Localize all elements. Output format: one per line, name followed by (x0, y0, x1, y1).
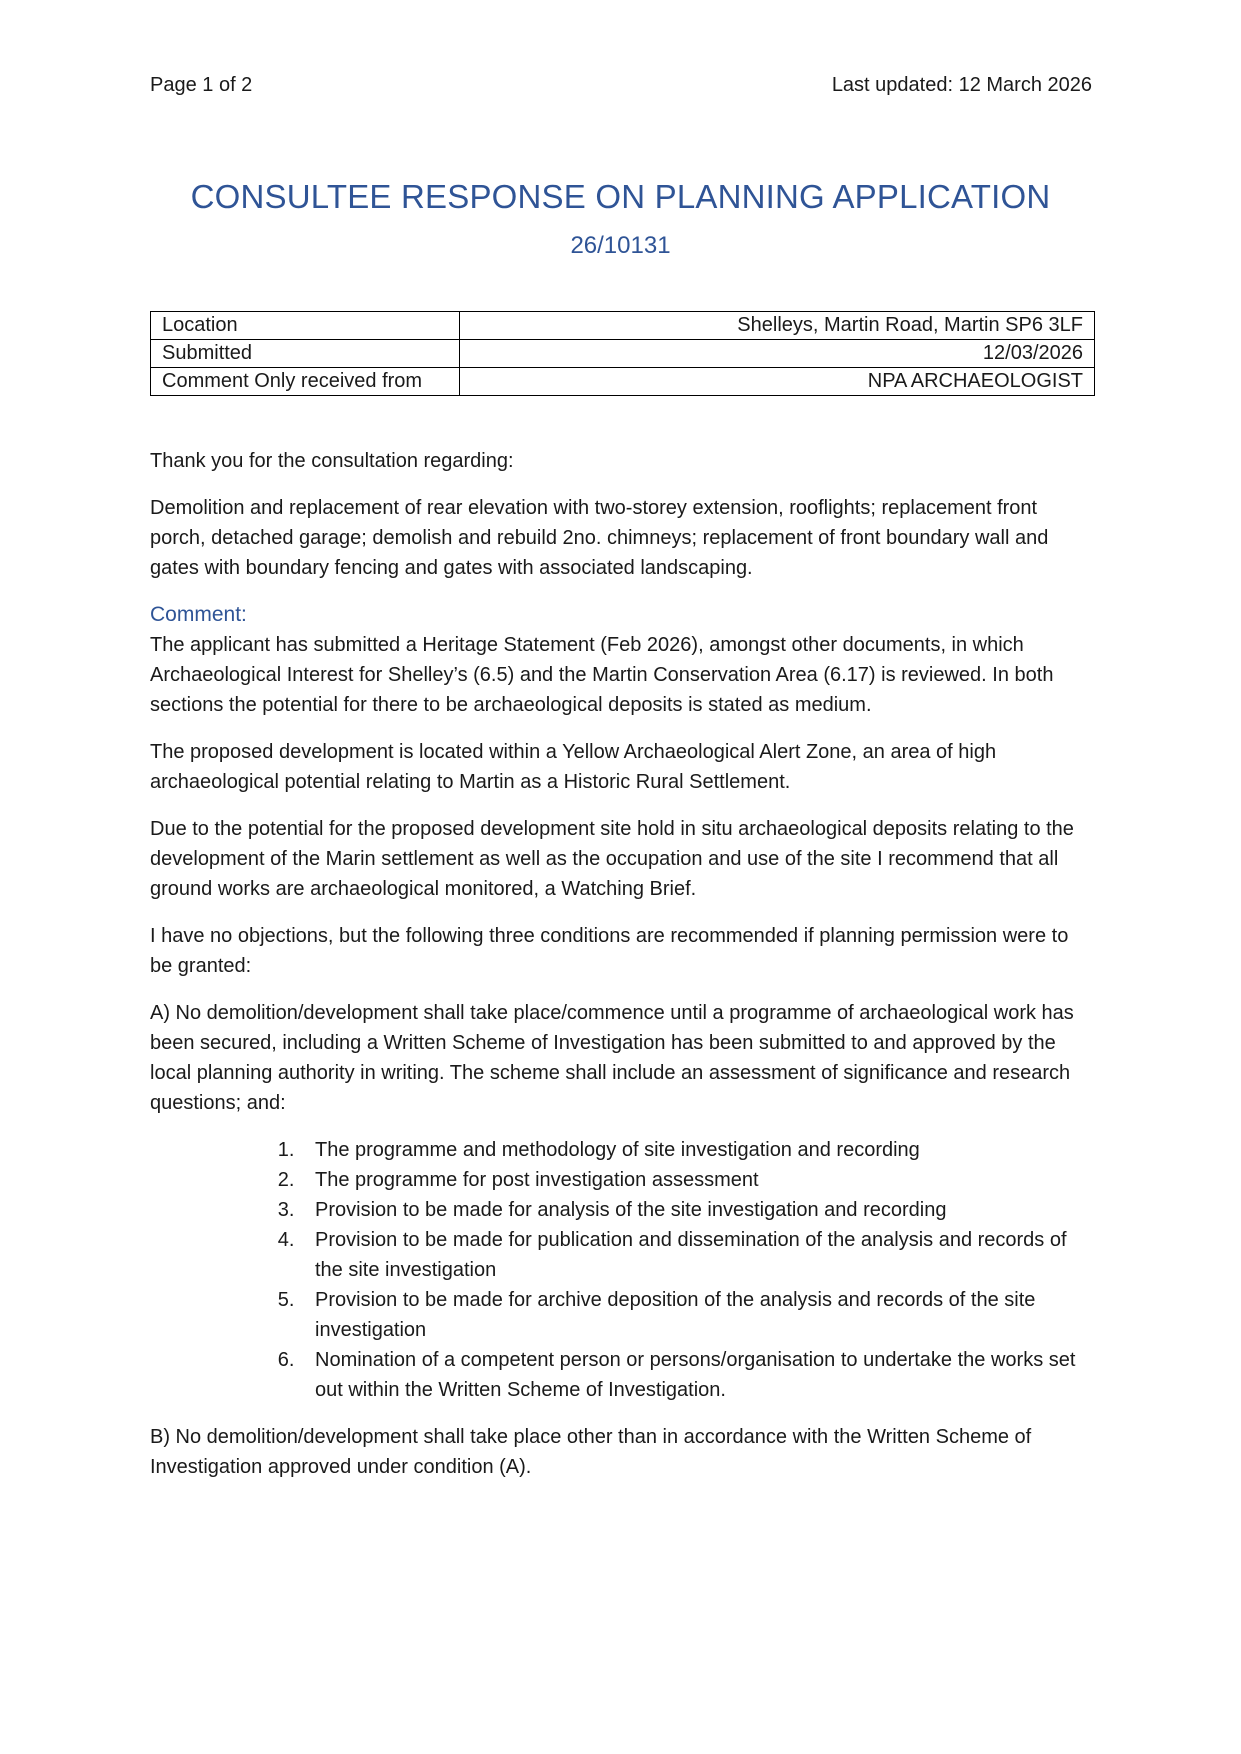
list-item: 5. Provision to be made for archive deposition of the analysis and records of the site investigation (300, 1285, 1095, 1345)
list-item: 3. Provision to be made for analysis of the site investigation and recording (300, 1195, 1095, 1225)
submitted-value: 12/03/2026 (460, 340, 1095, 368)
comment-heading: Comment: (150, 603, 247, 626)
proposal-paragraph: Demolition and replacement of rear elevation with two-storey extension, rooflights; replacement front porch, detached garage; demolish and rebuild 2no. chimneys; replacement of front boundary wall and gates with boundary fencing and gates with associated landscaping. (150, 497, 1049, 579)
heritage-paragraph: The applicant has submitted a Heritage Statement (Feb 2026), amongst other documents, in which Archaeological Interest for Shelley’s (6.5) and the Martin Conservation Area (6.17) is reviewed. In both sections the potential for there to be archaeological deposits is stated as medium. (150, 634, 1054, 716)
intro-paragraph: Thank you for the consultation regarding: (150, 450, 514, 472)
page-header (150, 74, 1092, 97)
list-item: 6. Nomination of a competent person or persons/organisation to undertake the works set out within the Written Scheme of Investigation. (300, 1345, 1095, 1405)
application-info-table (150, 311, 1095, 396)
alert-zone-paragraph: The proposed development is located within a Yellow Archaeological Alert Zone, an area of high archaeological potential relating to Martin as a Historic Rural Settlement. (150, 741, 997, 793)
conditions-intro-paragraph: I have no objections, but the following three conditions are recommended if planning permission were to be granted: (150, 925, 1069, 977)
application-number: 26/10131 (570, 232, 671, 259)
location-value: Shelleys, Martin Road, Martin SP6 3LF (460, 312, 1095, 340)
table-row (151, 312, 1095, 340)
condition-b-paragraph: B) No demolition/development shall take place other than in accordance with the Written Scheme of Investigation approved under condition (A). (150, 1426, 1032, 1478)
submitted-label: Submitted (151, 340, 460, 368)
page-number: Page 1 of 2 (150, 74, 253, 96)
document-body (150, 446, 1095, 1499)
last-updated: Last updated: 12 March 2026 (831, 74, 1092, 96)
recommendation-paragraph: Due to the potential for the proposed development site hold in situ archaeological deposits relating to the development of the Marin settlement as well as the occupation and use of the site I recommend that all ground works are archaeological monitored, a Watching Brief. (150, 818, 1074, 900)
location-label: Location (151, 312, 460, 340)
document-title: CONSULTEE RESPONSE ON PLANNING APPLICATION (190, 178, 1051, 215)
received-from-value: NPA ARCHAEOLOGIST (460, 368, 1095, 396)
condition-a-list (150, 1135, 1095, 1405)
received-from-label: Comment Only received from (151, 368, 460, 396)
list-item: 1. The programme and methodology of site investigation and recording (300, 1135, 1095, 1165)
table-row (151, 368, 1095, 396)
list-item: 2. The programme for post investigation assessment (300, 1165, 1095, 1195)
list-item: 4. Provision to be made for publication and dissemination of the analysis and records of the site investigation (300, 1225, 1095, 1285)
condition-a-paragraph: A) No demolition/development shall take place/commence until a programme of archaeological work has been secured, including a Written Scheme of Investigation has been submitted to and approved by the local planning authority in writing. The scheme shall include an assessment of significance and research questions; and: (150, 1002, 1074, 1114)
table-row (151, 340, 1095, 368)
